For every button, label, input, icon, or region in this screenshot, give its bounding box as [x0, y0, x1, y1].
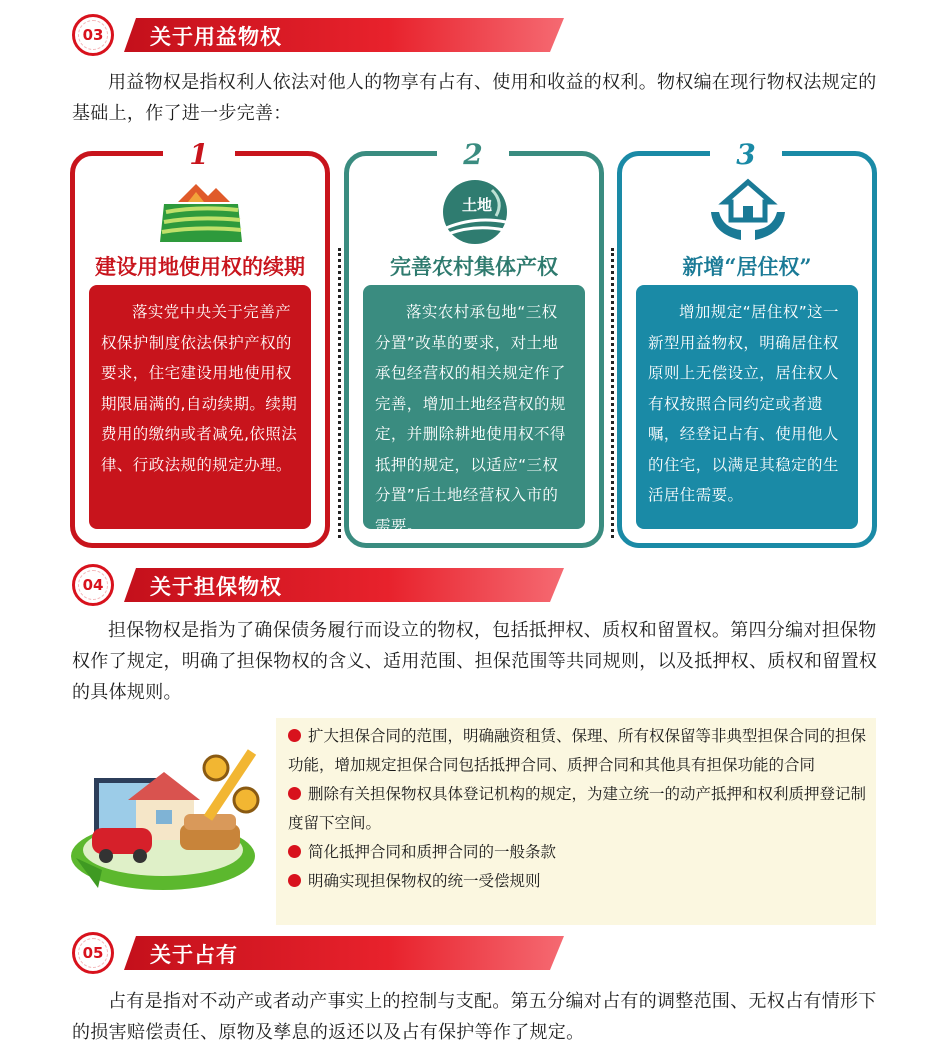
bullet-dot-icon — [288, 845, 301, 858]
land-icon-text: 土地 — [462, 196, 493, 214]
card-3 — [617, 138, 877, 548]
card-2-title: 完善农村集体产权 — [390, 254, 558, 279]
section-3-badge: 03 — [72, 14, 114, 56]
bullet-dot-icon — [288, 874, 301, 887]
house-hands-icon — [705, 176, 791, 248]
guarantee-bullet-box — [276, 718, 876, 925]
bullet-dot-icon — [288, 787, 301, 800]
farmland-icon — [158, 176, 244, 248]
divider-1 — [338, 248, 341, 538]
card-1-number: 1 — [163, 140, 235, 170]
card-2-body: 落实农村承包地“三权分置”改革的要求，对土地承包经营权的相关规定作了完善，增加土地经营权的规定，并删除耕地使用权不得抵押的规定，以适应“三权分置”后土地经营权入市的需要。 — [363, 285, 585, 529]
bullet-item: 扩大担保合同的范围，明确融资租赁、保理、所有权保留等非典型担保合同的担保功能，增加规定担保合同包括抵押合同、质押合同和其他具有担保功能的合同 — [288, 727, 867, 774]
section-5-title: 关于占有 — [150, 943, 238, 967]
bullet-dot-icon — [288, 729, 301, 742]
bullet-item: 删除有关担保物权具体登记机构的规定，为建立统一的动产抵押和权利质押登记制度留下空间。 — [288, 785, 867, 832]
card-1 — [70, 138, 330, 548]
card-3-number: 3 — [710, 140, 782, 170]
card-2-number: 2 — [437, 140, 509, 170]
section-4-intro: 担保物权是指为了确保债务履行而设立的物权，包括抵押权、质权和留置权。第四分编对担保物权作了规定，明确了担保物权的含义、适用范围、担保范围等共同规则，以及抵押权、质权和留置权的具体规则。 — [72, 620, 878, 703]
section-4-badge: 04 — [72, 564, 114, 606]
section-3-title: 关于用益物权 — [150, 25, 282, 49]
card-1-body: 落实党中央关于完善产权保护制度依法保护产权的要求，住宅建设用地使用权期限届满的,自动续期。续期费用的缴纳或者减免,依照法律、行政法规的规定办理。 — [89, 285, 311, 529]
card-3-body: 增加规定“居住权”这一新型用益物权，明确居住权原则上无偿设立，居住权人有权按照合同约定或者遗嘱，经登记占有、使用他人的住宅，以满足其稳定的生活居住需要。 — [636, 285, 858, 529]
section-4-title: 关于担保物权 — [150, 575, 282, 599]
bullet-item: 简化抵押合同和质押合同的一般条款 — [288, 838, 866, 867]
card-3-title: 新增“居住权” — [682, 254, 812, 279]
mortgage-illustration — [68, 738, 268, 898]
section-3-header — [72, 12, 582, 58]
section-4-header — [72, 562, 582, 608]
card-1-title: 建设用地使用权的续期 — [95, 254, 305, 279]
section-5-badge: 05 — [72, 932, 114, 974]
card-2 — [344, 138, 604, 548]
section-5-intro: 占有是指对不动产或者动产事实上的控制与支配。第五分编对占有的调整范围、无权占有情形下的损害赔偿责任、原物及孳息的返还以及占有保护等作了规定。 — [72, 991, 877, 1043]
land-icon — [432, 176, 518, 248]
section-5-header — [72, 930, 582, 976]
section-3-intro: 用益物权是指权利人依法对他人的物享有占有、使用和收益的权利。物权编在现行物权法规定的基础上，作了进一步完善： — [72, 72, 877, 124]
bullet-item: 明确实现担保物权的统一受偿规则 — [288, 867, 866, 896]
divider-2 — [611, 248, 614, 538]
